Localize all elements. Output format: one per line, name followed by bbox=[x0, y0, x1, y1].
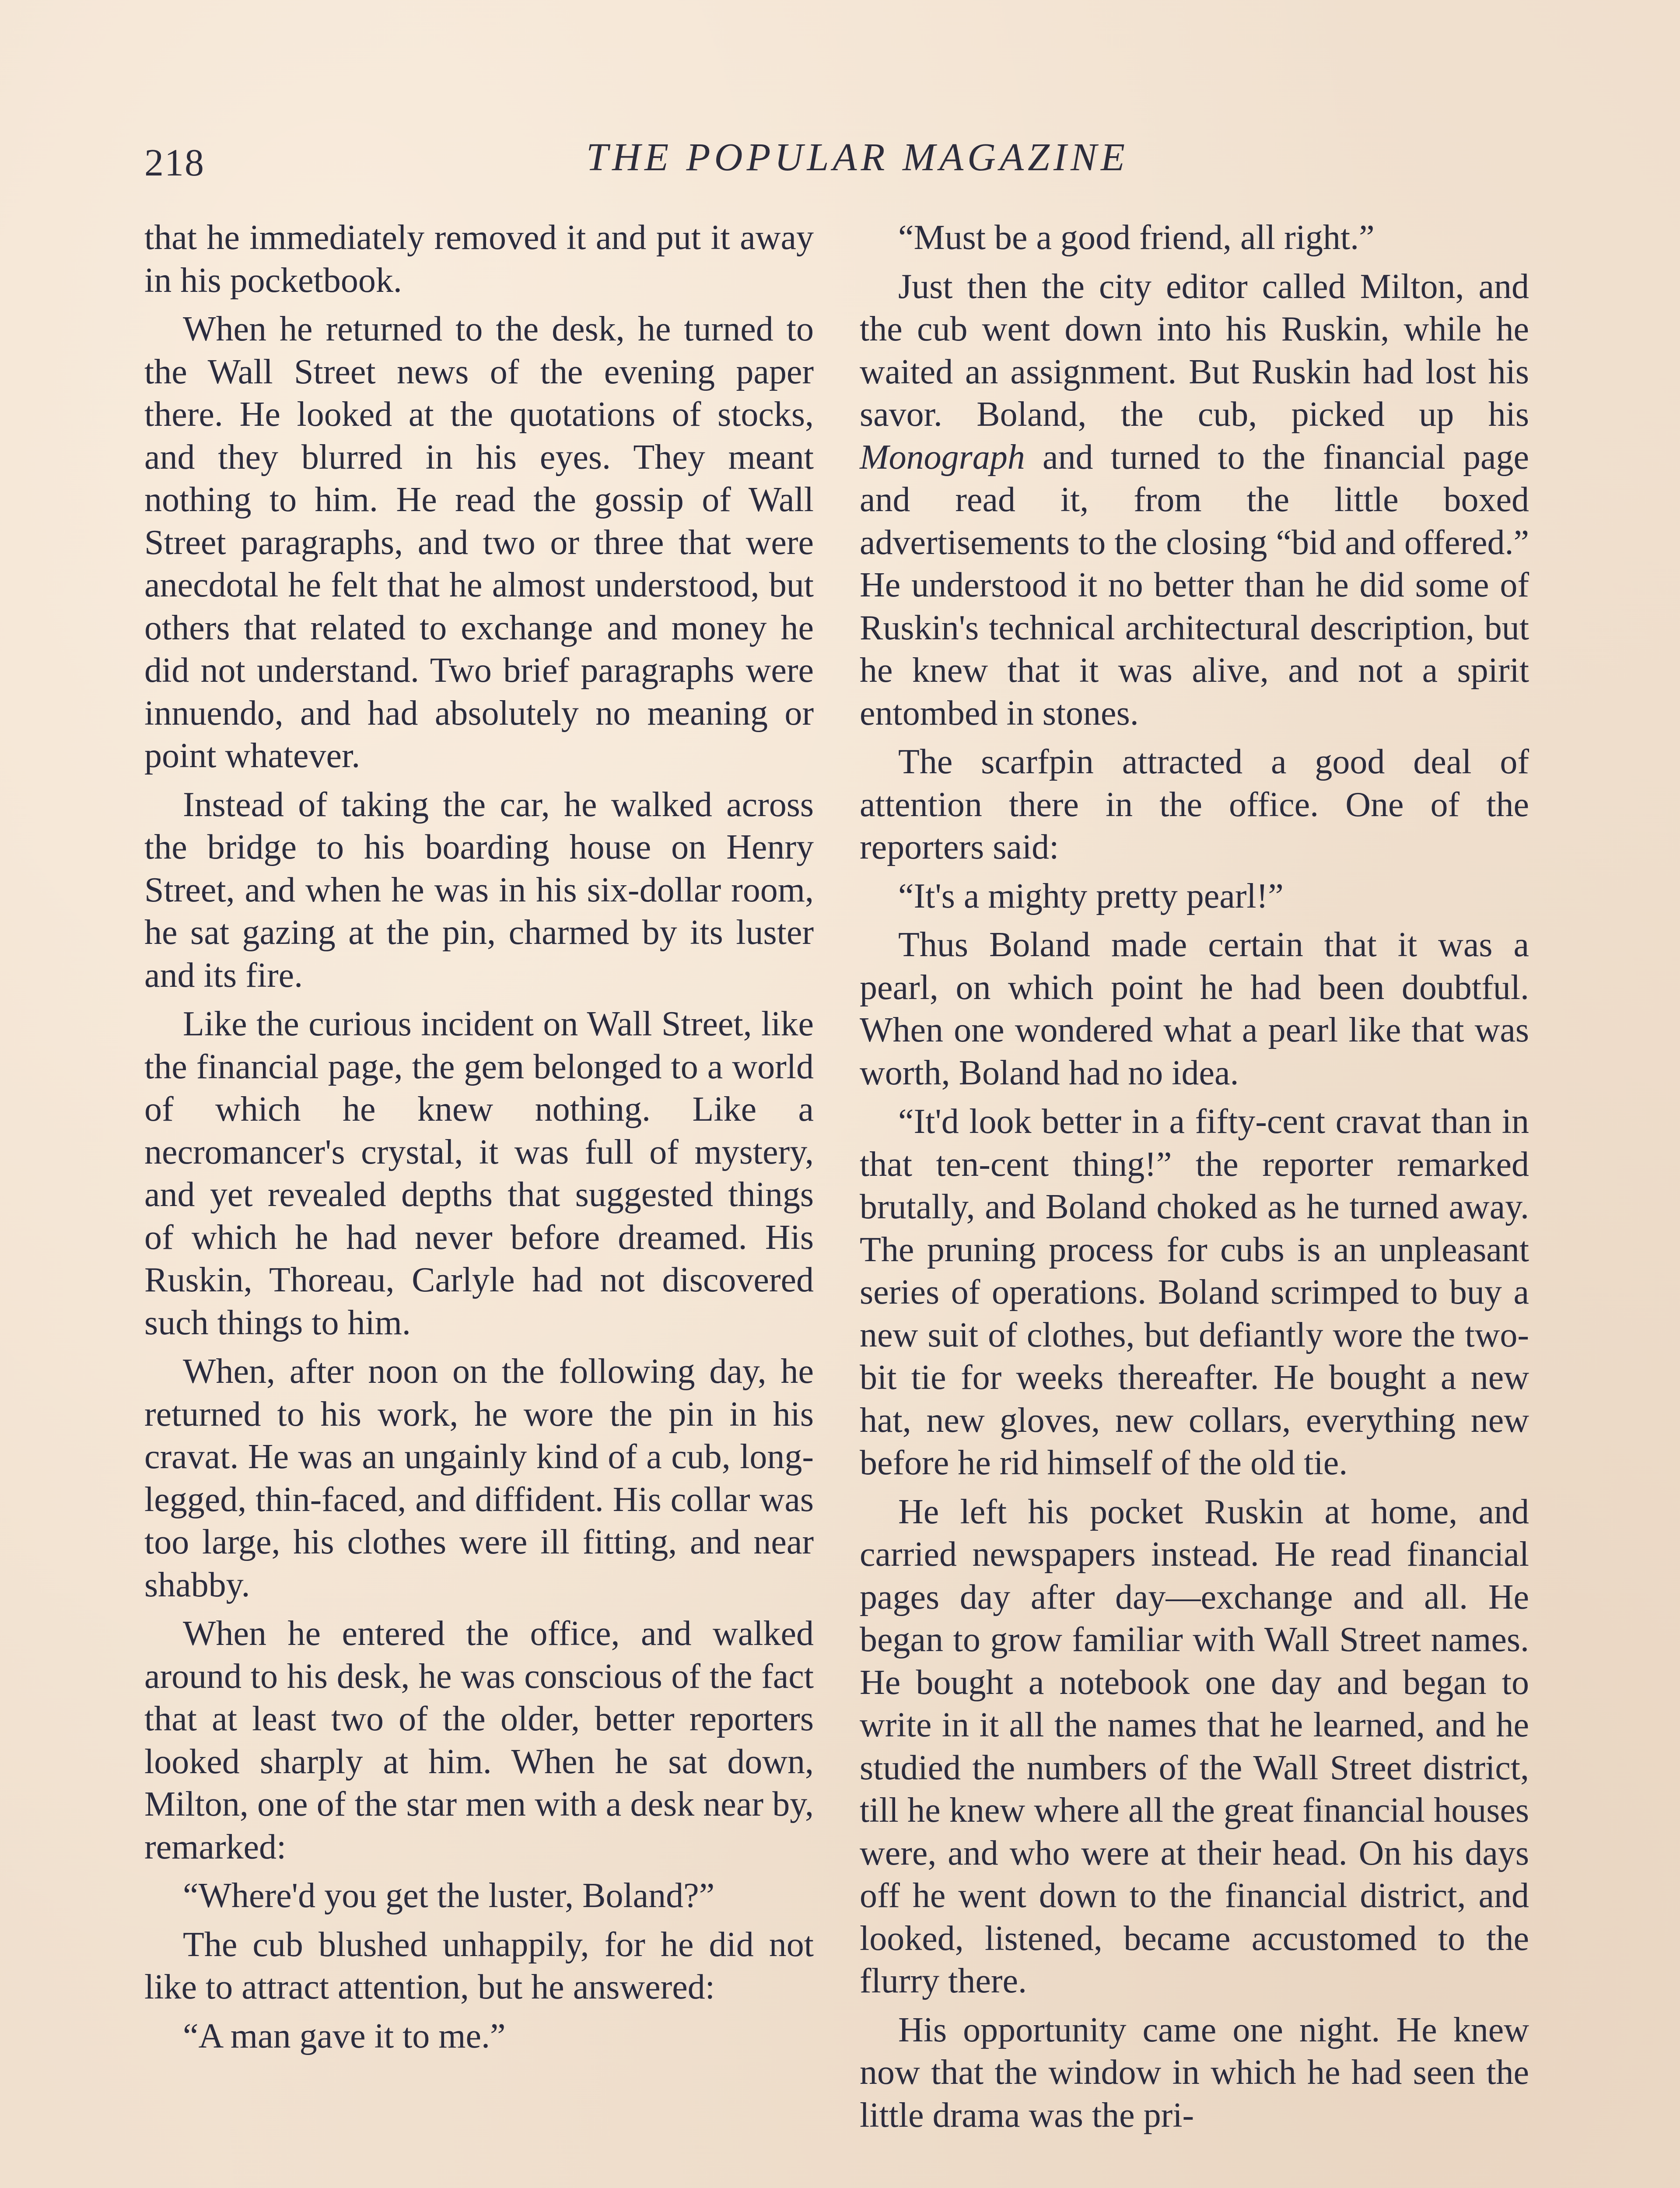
paragraph: “It's a mighty pretty pearl!” bbox=[898, 877, 1284, 915]
page-number: 218 bbox=[144, 142, 205, 184]
paragraph: He left his pocket Ruskin at home, and carried newspapers instead. He read financial pages day after day—exchange and all. He began to grow familiar with Wall Street names. He bought a notebook one day and began to write in it all the names that he learned, and he studied the numbers of the Wall Street district, till he knew where all the great financial houses were, and who were at their head. On his days off he went down to the financial district, and looked, listened, became accustomed to the flurry there. bbox=[860, 1492, 1529, 2000]
left-column bbox=[144, 217, 814, 2064]
paragraph bbox=[860, 266, 1529, 735]
running-head bbox=[0, 131, 1680, 188]
publication-title: Monograph bbox=[860, 438, 1025, 477]
magazine-title: THE POPULAR MAGAZINE bbox=[586, 136, 1129, 179]
paragraph: “Where'd you get the luster, Boland?” bbox=[183, 1876, 715, 1915]
paragraph: Instead of taking the car, he walked across the bridge to his boarding house on Henry Street, and when he was in his six-dollar room, he sat gazing at the pin, charmed by its luster and its fire. bbox=[144, 785, 814, 995]
paragraph: “It'd look better in a fifty-cent cravat than in that ten-cent thing!” the reporter remarked brutally, and Boland choked as he turned away. The pruning process for cubs is an unpleasant series of operations. Boland scrimped to buy a new suit of clothes, but defiantly wore the two-bit tie for weeks thereafter. He bought a new hat, new gloves, new collars, everything new before he rid himself of the old tie. bbox=[860, 1102, 1529, 1482]
paragraph: His opportunity came one night. He knew now that the window in which he had seen the little drama was the pri- bbox=[860, 2010, 1529, 2135]
paragraph: When he returned to the desk, he turned to the Wall Street news of the evening paper there. He looked at the quotations of stocks, and they blurred in his eyes. They meant nothing to him. He read the gossip of Wall Street paragraphs, and two or three that were anecdotal he felt that he almost understood, but others that related to exchange and money he did not understand. Two brief paragraphs were innuendo, and had absolutely no meaning or point whatever. bbox=[144, 310, 814, 775]
paragraph: “Must be a good friend, all right.” bbox=[898, 218, 1375, 257]
paragraph: When he entered the office, and walked around to his desk, he was conscious of the fact that at least two of the older, better reporters looked sharply at him. When he sat down, Milton, one of the star men with a desk near by, remarked: bbox=[144, 1614, 814, 1866]
paragraph-text: Just then the city editor called Milton, and the cub went down into his Ruskin, while he waited an assignment. But Ruskin had lost his savor. Boland, the cub, picked up his bbox=[860, 267, 1529, 434]
paragraph: Thus Boland made certain that it was a pearl, on which point he had been doubtful. When one wondered what a pearl like that was worth, Boland had no idea. bbox=[860, 926, 1529, 1092]
paragraph: The scarfpin attracted a good deal of attention there in the office. One of the reporters said: bbox=[860, 743, 1529, 866]
right-column bbox=[860, 217, 1529, 2143]
paragraph: Like the curious incident on Wall Street, like the financial page, the gem belonged to a world of which he knew nothing. Like a necromancer's crystal, it was full of mystery, and yet revealed depths that suggested things of which he had never before dreamed. His Ruskin, Thoreau, Carlyle had not discovered such things to him. bbox=[144, 1005, 814, 1342]
paragraph: “A man gave it to me.” bbox=[183, 2016, 506, 2055]
paragraph: that he immediately removed it and put it away in his pocketbook. bbox=[144, 218, 814, 300]
paragraph: When, after noon on the following day, he returned to his work, he wore the pin in his cravat. He was an ungainly kind of a cub, long-legged, thin-faced, and diffident. His collar was too large, his clothes were ill fitting, and near shabby. bbox=[144, 1352, 814, 1604]
paragraph: The cub blushed unhappily, for he did not like to attract attention, but he answered: bbox=[144, 1925, 814, 2006]
paragraph-text: and turned to the financial page and read it, from the little boxed advertisements to the closing “bid and offered.” He understood it no better than he did some of Ruskin's technical architectural description, but he knew that it was alive, and not a spirit entombed in stones. bbox=[860, 438, 1529, 733]
